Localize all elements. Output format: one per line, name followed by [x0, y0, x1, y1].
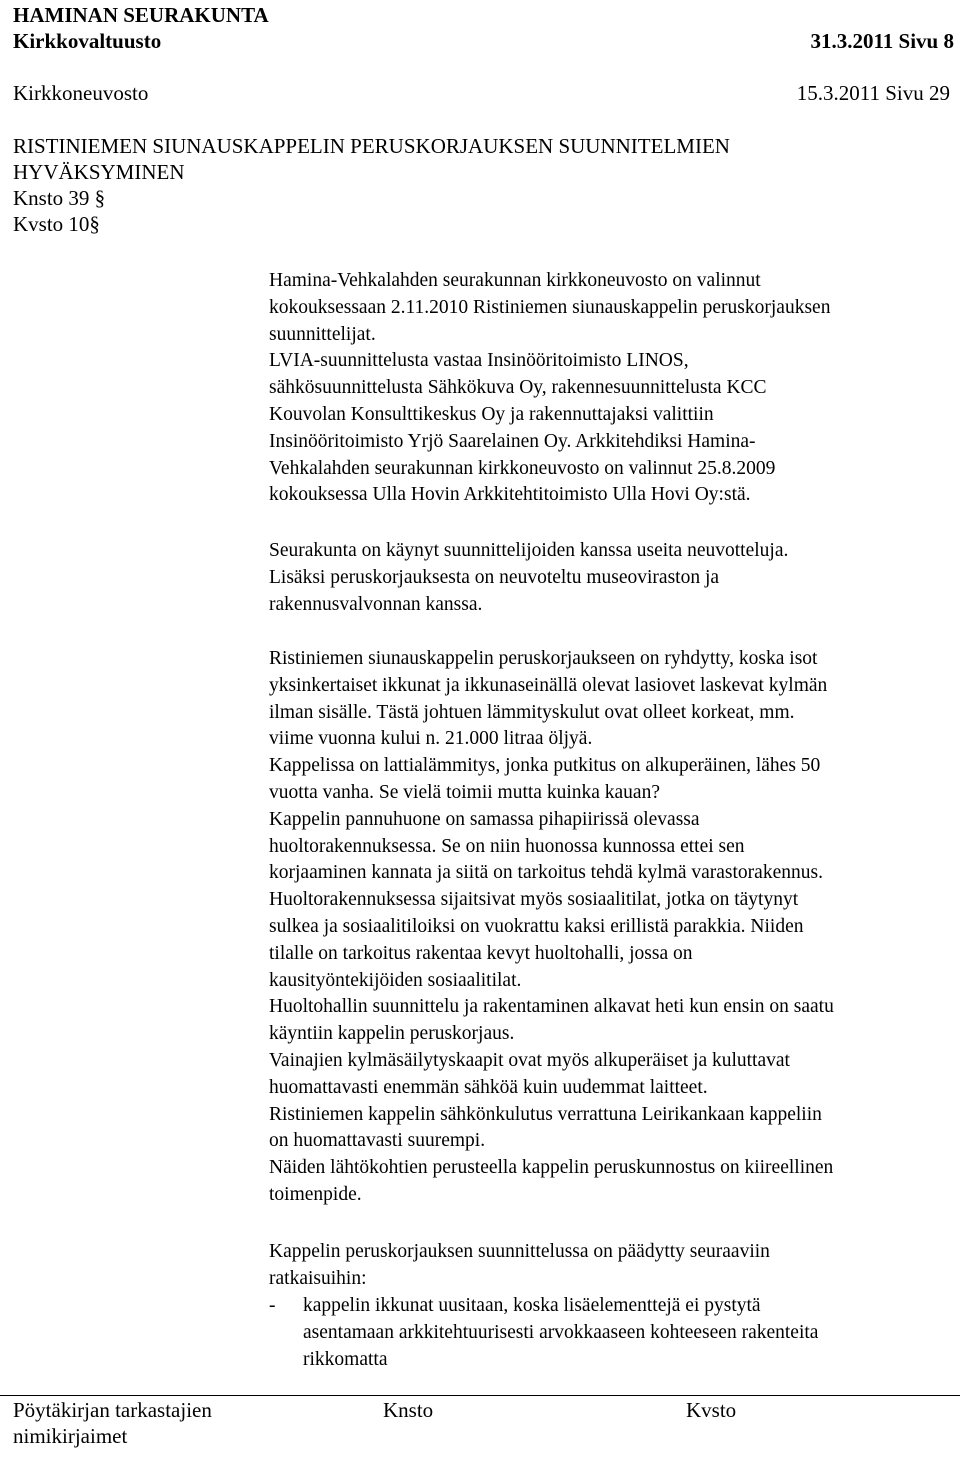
paragraph-reasons: Ristiniemen siunauskappelin peruskorjaukseen on ryhdytty, koska isot yksinkertaiset ikkunat ja ikkunaseinällä olevat lasiovet laskevat kylmän ilman sisälle. Tästä johtuen lämmityskulut ovat olleet korkeat, mm. viime vuonna kului n. 21.000 litraa öljyä. Kappelissa on lattialämmitys, jonka putkitus on alkuperäinen, lähes 50 vuotta vanha. Se vielä toimii mutta kuinka kauan? Kappelin pannuhuone on samassa pihapiirissä olevassa huoltorakennuksessa. Se on niin huonossa kunnossa ettei sen korjaaminen kannata ja siitä on tarkoitus tehdä kylmä varastorakennus. Huoltorakennuksessa sijaitsivat myös sosiaalitilat, jotka on täytynyt sulkea ja sosiaalitiloiksi on vuokrattu kaksi erillistä parakkia. Niiden tilalle on tarkoitus rakentaa kevyt huoltohalli, jossa on kausityöntekijöiden sosiaalitilat. Huoltohallin suunnittelu ja rakentaminen alkavat heti kun ensin on saatu käyntiin kappelin peruskorjaus. Vainajien kylmäsäilytyskaapit ovat myös alkuperäiset ja kuluttavat huomattavasti enemmän sähköä kuin uudemmat laitteet. Ristiniemen kappelin sähkönkulutus verrattuna Leirikankaan kappeliin on huomattavasti suurempi. Näiden lähtökohtien perusteella kappelin peruskunnostus on kiireellinen toimenpide. [269, 648, 834, 1205]
paragraph-negotiations: Seurakunta on käynyt suunnittelijoiden kanssa useita neuvotteluja. Lisäksi peruskorjauksesta on neuvoteltu museoviraston ja rakennusvalvonnan kanssa. [269, 540, 789, 615]
organization-name: HAMINAN SEURAKUNTA [13, 3, 269, 27]
section-title-line1: RISTINIEMEN SIUNAUSKAPPELIN PERUSKORJAUKSEN SUUNNITELMIEN [13, 134, 730, 158]
footer-reviewers-label: Pöytäkirjan tarkastajien [13, 1398, 212, 1422]
list-bullet: - [269, 1295, 276, 1316]
section-title-line2: HYVÄKSYMINEN [13, 160, 185, 184]
footer-knsto-label: Knsto [383, 1398, 434, 1422]
paragraph-solutions-intro: Kappelin peruskorjauksen suunnittelussa on päädytty seuraaviin ratkaisuihin: [269, 1241, 770, 1289]
council-page-ref: 31.3.2011 Sivu 8 [810, 29, 954, 53]
board-label: Kirkkoneuvosto [13, 81, 149, 105]
council-label: Kirkkovaltuusto [13, 29, 162, 53]
footer-kvsto-label: Kvsto [686, 1398, 737, 1422]
list-item: kappelin ikkunat uusitaan, koska lisäelementtejä ei pystytä asentamaan arkkitehtuurisesti arvokkaaseen kohteeseen rakenteita rikkomatta [303, 1295, 819, 1370]
paragraph-designers: Hamina-Vehkalahden seurakunnan kirkkoneuvosto on valinnut kokouksessaan 2.11.2010 Ristiniemen siunauskappelin peruskorjauksen suunnittelijat. LVIA-suunnittelusta vastaa Insinööritoimisto LINOS, sähkösuunnittelusta Sähkökuva Oy, rakennesuunnittelusta KCC Kouvolan Konsulttikeskus Oy ja rakennuttajaksi valittiin Insinööritoimisto Yrjö Saarelainen Oy. Arkkitehdiksi Hamina- Vehkalahden seurakunnan kirkkoneuvosto on valinnut 25.8.2009 kokouksessa Ulla Hovin Arkkitehtitoimisto Ulla Hovi Oy:stä. [269, 270, 831, 506]
kvsto-section-ref: Kvsto 10§ [13, 212, 100, 236]
footer-divider [0, 1395, 960, 1396]
footer-initials-label: nimikirjaimet [13, 1424, 128, 1448]
knsto-section-ref: Knsto 39 § [13, 186, 106, 210]
board-page-ref: 15.3.2011 Sivu 29 [796, 81, 950, 105]
